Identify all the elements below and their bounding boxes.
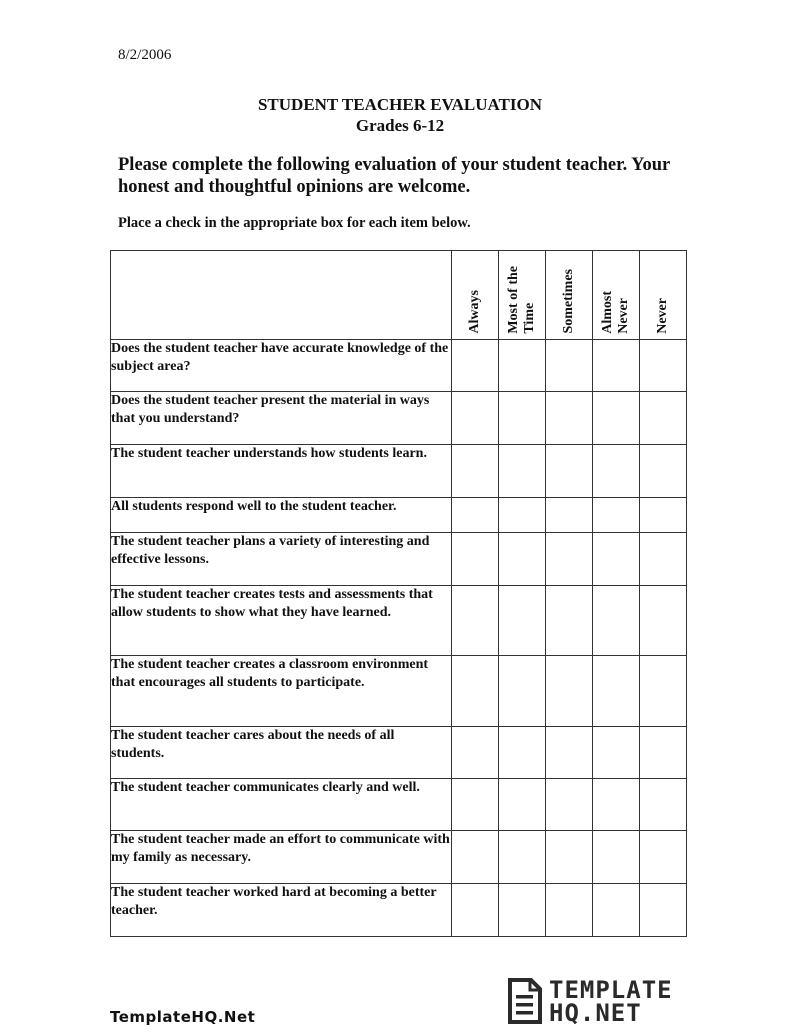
checkbox-cell-almost-never[interactable] [593,392,640,445]
checkbox-cell-most-of-the-time[interactable] [499,779,546,831]
checkbox-cell-almost-never[interactable] [593,779,640,831]
checkbox-cell-sometimes[interactable] [546,586,593,656]
question-text: The student teacher made an effort to communicate with my family as necessary. [111,831,452,884]
table-row [111,831,687,884]
checkbox-cell-never[interactable] [640,727,687,779]
table-row [111,586,687,656]
checkbox-cell-always[interactable] [452,392,499,445]
checkbox-cell-most-of-the-time[interactable] [499,340,546,392]
checkbox-cell-most-of-the-time[interactable] [499,498,546,533]
checkbox-cell-always[interactable] [452,586,499,656]
column-header-always [452,251,499,340]
checkbox-cell-always[interactable] [452,340,499,392]
checkbox-cell-sometimes[interactable] [546,533,593,586]
footer-site-text: TemplateHQ.Net [110,1008,256,1026]
checkbox-cell-never[interactable] [640,586,687,656]
table-row [111,392,687,445]
header-blank-cell [111,251,452,340]
checkbox-cell-sometimes[interactable] [546,779,593,831]
checkbox-cell-sometimes[interactable] [546,727,593,779]
checkbox-cell-most-of-the-time[interactable] [499,727,546,779]
checkbox-cell-always[interactable] [452,533,499,586]
question-text: The student teacher understands how students learn. [111,445,452,498]
column-label: Most of the Time [506,266,537,334]
intro-paragraph: Please complete the following evaluation of your student teacher. Your honest and thoughtful opinions are welcome. [118,155,670,197]
question-text: The student teacher communicates clearly and well. [111,779,452,831]
table-row [111,884,687,937]
checkbox-cell-never[interactable] [640,498,687,533]
checkbox-cell-never[interactable] [640,533,687,586]
evaluation-table [110,250,687,937]
question-text: The student teacher creates tests and assessments that allow students to show what they have learned. [111,586,452,656]
checkbox-cell-most-of-the-time[interactable] [499,392,546,445]
checkbox-cell-almost-never[interactable] [593,533,640,586]
instruction-text: Place a check in the appropriate box for each item below. [118,215,471,231]
question-text: Does the student teacher present the material in ways that you understand? [111,392,452,445]
checkbox-cell-almost-never[interactable] [593,727,640,779]
table-row [111,498,687,533]
checkbox-cell-most-of-the-time[interactable] [499,533,546,586]
templatehq-logo [507,976,692,1031]
table-row [111,445,687,498]
column-header-sometimes [546,251,593,340]
header-row [111,251,687,340]
checkbox-cell-almost-never[interactable] [593,831,640,884]
checkbox-cell-sometimes[interactable] [546,498,593,533]
checkbox-cell-most-of-the-time[interactable] [499,831,546,884]
column-label: Never [655,298,670,334]
checkbox-cell-never[interactable] [640,445,687,498]
checkbox-cell-never[interactable] [640,392,687,445]
checkbox-cell-most-of-the-time[interactable] [499,445,546,498]
question-text: The student teacher creates a classroom environment that encourages all students to participate. [111,656,452,727]
column-label: Always [467,290,482,334]
checkbox-cell-almost-never[interactable] [593,445,640,498]
checkbox-cell-most-of-the-time[interactable] [499,656,546,727]
checkbox-cell-never[interactable] [640,831,687,884]
checkbox-cell-always[interactable] [452,656,499,727]
table-row [111,727,687,779]
page-subtitle: Grades 6-12 [355,116,445,135]
question-text: The student teacher worked hard at becoming a better teacher. [111,884,452,937]
logo-text-line1: TEMPLATE [549,976,673,1004]
checkbox-cell-never[interactable] [640,779,687,831]
checkbox-cell-never[interactable] [640,340,687,392]
table-row [111,656,687,727]
checkbox-cell-sometimes[interactable] [546,656,593,727]
checkbox-cell-almost-never[interactable] [593,884,640,937]
checkbox-cell-almost-never[interactable] [593,656,640,727]
checkbox-cell-sometimes[interactable] [546,445,593,498]
table-row [111,779,687,831]
column-header-most-of-the-time [499,251,546,340]
question-text: The student teacher plans a variety of interesting and effective lessons. [111,533,452,586]
checkbox-cell-sometimes[interactable] [546,392,593,445]
logo-text-line2: HQ.NET [549,999,642,1027]
checkbox-cell-almost-never[interactable] [593,586,640,656]
checkbox-cell-almost-never[interactable] [593,340,640,392]
document-icon [507,978,543,1024]
checkbox-cell-sometimes[interactable] [546,831,593,884]
checkbox-cell-always[interactable] [452,884,499,937]
table-row [111,340,687,392]
question-text: The student teacher cares about the needs of all students. [111,727,452,779]
document-date: 8/2/2006 [118,47,172,63]
checkbox-cell-never[interactable] [640,884,687,937]
checkbox-cell-always[interactable] [452,831,499,884]
checkbox-cell-almost-never[interactable] [593,498,640,533]
column-label: Almost Never [600,291,631,334]
column-header-almost-never [593,251,640,340]
checkbox-cell-most-of-the-time[interactable] [499,586,546,656]
column-label: Sometimes [561,269,576,334]
question-text: Does the student teacher have accurate knowledge of the subject area? [111,340,452,392]
checkbox-cell-always[interactable] [452,445,499,498]
question-text: All students respond well to the student teacher. [111,498,452,533]
checkbox-cell-most-of-the-time[interactable] [499,884,546,937]
page-title: STUDENT TEACHER EVALUATION [257,95,543,114]
checkbox-cell-always[interactable] [452,779,499,831]
column-header-never [640,251,687,340]
table-row [111,533,687,586]
checkbox-cell-sometimes[interactable] [546,884,593,937]
checkbox-cell-always[interactable] [452,727,499,779]
checkbox-cell-never[interactable] [640,656,687,727]
checkbox-cell-always[interactable] [452,498,499,533]
checkbox-cell-sometimes[interactable] [546,340,593,392]
